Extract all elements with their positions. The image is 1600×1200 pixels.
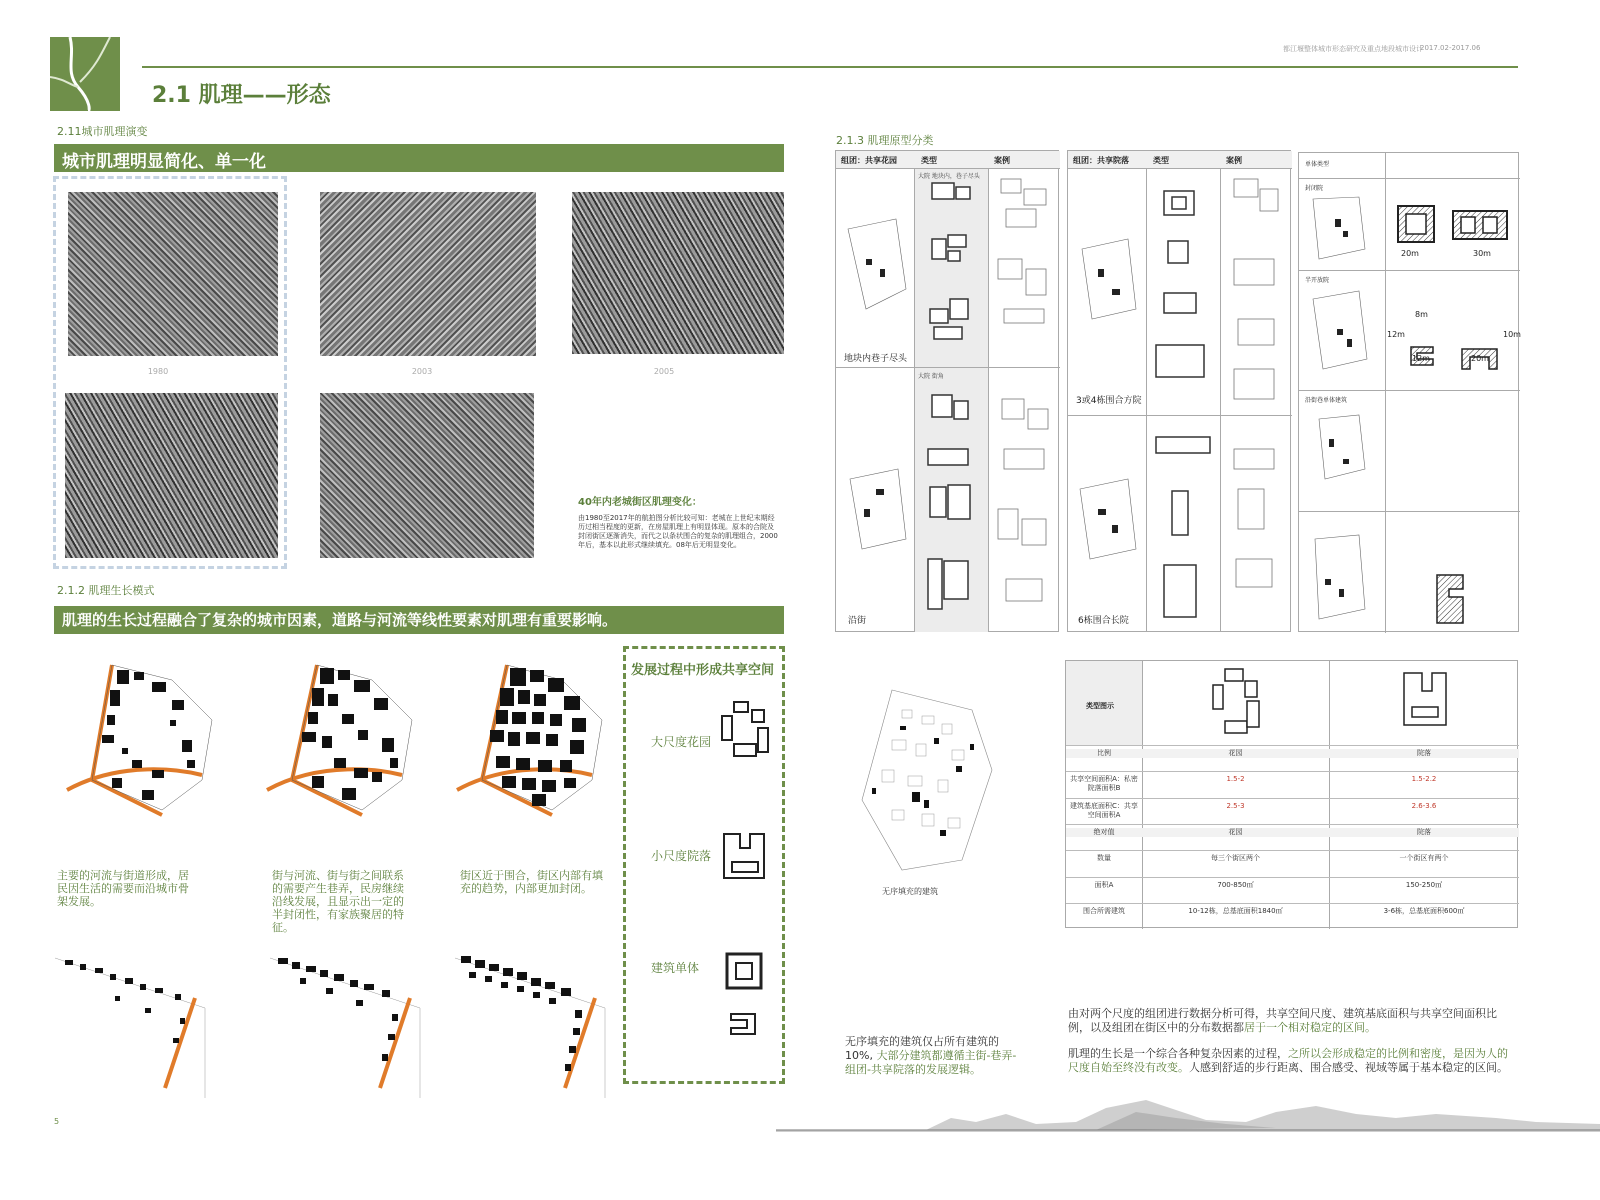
section-label-213: 2.1.3 肌理原型分类 xyxy=(836,134,934,147)
section-bar-211: 城市肌理明显简化、单一化 xyxy=(54,144,784,172)
comparison-cell-garden: 1.5-2 xyxy=(1226,775,1245,784)
prototype-table-garden xyxy=(835,150,1059,632)
table-c-row-closed: 封闭院 xyxy=(1305,185,1324,192)
year-label-2005: 2005 xyxy=(653,367,675,376)
comparison-courtyard-diagram xyxy=(1402,671,1448,727)
table-b-header-group: 组团：共享院落 xyxy=(1073,156,1129,165)
large-garden-diagram xyxy=(720,700,772,760)
table-c-row-semi-open: 半开放院 xyxy=(1305,277,1330,284)
comparison-row-divider xyxy=(1066,745,1519,746)
comparison-row-label: 绝对值 xyxy=(1066,828,1142,837)
shared-item-large-garden: 大尺度花园 xyxy=(651,735,712,749)
table-a-row-label-1: 地块内巷子尽头 xyxy=(844,354,908,364)
aerial-photo-1980 xyxy=(68,192,278,356)
table-a-header-group: 组团：共享花园 xyxy=(841,156,897,165)
comparison-cell-garden: 每三个街区两个 xyxy=(1211,854,1260,863)
comparison-garden-diagram xyxy=(1211,667,1261,737)
change-note-title: 40年内老城街区肌理变化： xyxy=(578,497,702,508)
left-stat-text-a: 无序填充的建筑仅占所有建筑的10%, xyxy=(845,1035,999,1062)
comparison-cell-courtyard: 院落 xyxy=(1329,749,1519,758)
scattered-buildings-map xyxy=(852,680,1002,880)
table-a-row-label-2: 沿街 xyxy=(848,616,867,626)
left-stat-text xyxy=(845,1035,1025,1077)
comparison-type-label: 类型图示 xyxy=(1086,702,1114,710)
comparison-row-divider xyxy=(1066,877,1519,878)
dim-label-20m-a: 20m xyxy=(1401,249,1419,258)
comparison-cell-courtyard: 1.5-2.2 xyxy=(1411,775,1437,784)
table-c-diagrams xyxy=(1299,179,1520,633)
comparison-row-label: 数量 xyxy=(1097,854,1111,863)
analysis-paragraph-2 xyxy=(1068,1047,1513,1075)
project-title: 都江堰整体城市形态研究及重点地段城市设计 xyxy=(1283,45,1423,53)
table-b-header-type: 类型 xyxy=(1153,156,1169,165)
page-title: 2.1 肌理——形态 xyxy=(152,83,331,108)
shared-space-title: 发展过程中形成共享空间 xyxy=(631,663,775,678)
aerial-photo-4 xyxy=(65,393,278,558)
table-a-diagrams xyxy=(836,169,1060,633)
comparison-row-label: 面积A xyxy=(1094,880,1114,889)
aerial-photo-5 xyxy=(320,393,534,558)
growth-map-stage-3 xyxy=(452,660,622,830)
analysis-paragraph-1-a: 由对两个尺度的组团进行数据分析可得，共享空间尺度、建筑基底面积与共享空间面积比例，以及组团在街区中的分布数据都 xyxy=(1068,1007,1497,1034)
table-b-row-label-2: 6栋围合长院 xyxy=(1078,616,1129,626)
comparison-row-label: 建筑基底面积C：共享空间面积A xyxy=(1070,801,1138,819)
page-number: 5 xyxy=(54,1117,60,1126)
comparison-row-divider xyxy=(1066,771,1519,772)
left-stat-text-b: 大部分建筑都遵循主街-巷弄-组团-共享院落的发展逻辑。 xyxy=(845,1049,1017,1076)
comparison-row-label: 共享空间面积A：私密院落面积B xyxy=(1070,775,1138,793)
analysis-paragraph-2-c: 人感到舒适的步行距离、围合感受、视域等属于基本稳定的区间。 xyxy=(1189,1061,1508,1074)
table-c-row-street: 沿街巷单体建筑 xyxy=(1305,397,1348,404)
table-b-row-label-1: 3或4栋围合方院 xyxy=(1076,396,1142,406)
aerial-photo-2003 xyxy=(320,192,536,356)
dim-label-12m-side: 12m xyxy=(1387,330,1405,339)
comparison-cell-garden: 10-12栋，总基底面积1840㎡ xyxy=(1188,906,1283,915)
shared-item-small-courtyard: 小尺度院落 xyxy=(651,849,712,863)
table-a-header-case: 案例 xyxy=(994,156,1010,165)
street-strip-stage-2 xyxy=(270,948,430,1098)
dim-label-10m: 10m xyxy=(1503,330,1521,339)
river-logo-icon xyxy=(50,37,120,111)
comparison-cell-garden: 2.5-3 xyxy=(1226,801,1245,810)
analysis-paragraph-2-b: 之所以会形成稳定的比例和密度，是因为人的尺度自始至终没有改变。 xyxy=(1068,1047,1508,1074)
table-a-header-type: 类型 xyxy=(921,156,937,165)
table-c-header: 单体类型 xyxy=(1305,161,1330,168)
growth-caption-1: 主要的河流与街道形成，居民因生活的需要而沿城市骨架发展。 xyxy=(57,869,189,908)
table-b-diagrams xyxy=(1068,169,1292,633)
prototype-table-courtyard xyxy=(1067,150,1291,632)
comparison-cell-courtyard: 院落 xyxy=(1329,828,1519,837)
comparison-cell-garden: 花园 xyxy=(1142,749,1329,758)
small-courtyard-diagram xyxy=(722,832,768,882)
project-date: 2017.02-2017.06 xyxy=(1420,44,1481,52)
header-rule xyxy=(142,66,1518,68)
mountain-skyline xyxy=(776,1092,1600,1132)
comparison-row-divider xyxy=(1066,824,1519,825)
table-a-type-note-1: 大院 地块内，巷子尽头 xyxy=(918,173,980,180)
comparison-table xyxy=(1065,660,1518,928)
analysis-paragraph-2-a: 肌理的生长是一个综合各种复杂因素的过程， xyxy=(1068,1047,1288,1060)
dim-label-20m-b: 20m xyxy=(1471,354,1489,363)
dim-label-12m: 12m xyxy=(1412,354,1430,363)
comparison-cell-courtyard: 一个街区有两个 xyxy=(1399,854,1449,863)
section-label-212: 2.1.2 肌理生长模式 xyxy=(57,584,155,597)
map-caption: 无序填充的建筑 xyxy=(882,887,938,896)
analysis-paragraph-1 xyxy=(1068,1007,1513,1035)
analysis-paragraph-1-b: 居于一个相对稳定的区间。 xyxy=(1244,1021,1376,1034)
table-b-header-case: 案例 xyxy=(1226,156,1242,165)
street-strip-stage-3 xyxy=(455,948,615,1098)
street-strip-stage-1 xyxy=(55,948,215,1098)
comparison-row-label: 围合所需建筑 xyxy=(1083,906,1125,915)
prototype-table-single xyxy=(1298,152,1519,632)
table-a-type-note-2: 大院 街角 xyxy=(918,373,944,380)
comparison-row-divider xyxy=(1066,798,1519,799)
comparison-cell-garden: 花园 xyxy=(1142,828,1329,837)
growth-caption-2: 街与河流、街与街之间联系的需要产生巷弄，民房继续沿线发展，且显示出一定的半封闭性，有家族聚居的特征。 xyxy=(272,869,404,934)
comparison-row-divider xyxy=(1066,903,1519,904)
single-building-diagram xyxy=(725,952,765,1042)
comparison-cell-courtyard: 150-250㎡ xyxy=(1405,880,1443,889)
growth-map-stage-1 xyxy=(62,660,232,830)
comparison-cell-garden: 700-850㎡ xyxy=(1217,880,1254,889)
year-label-1980: 1980 xyxy=(147,367,169,376)
growth-caption-3: 街区近于围合，街区内部有填充的趋势，内部更加封闭。 xyxy=(460,869,603,895)
section-label-211: 2.11城市肌理演变 xyxy=(57,125,148,138)
growth-map-stage-2 xyxy=(262,660,432,830)
shared-item-single-building: 建筑单体 xyxy=(651,961,700,975)
comparison-cell-courtyard: 2.6-3.6 xyxy=(1411,801,1437,810)
dim-label-8m: 8m xyxy=(1415,310,1428,319)
logo xyxy=(50,37,120,111)
comparison-row-divider xyxy=(1066,850,1519,851)
change-note-body: 由1980至2017年的航拍图分析比较可知：老城在上世纪末期经历过相当程度的更新，在房屋肌理上有明显体现。原本的合院及封闭街区逐渐消失，而代之以条状围合的复杂的肌理组合，2000年后，基本以此形式继续填充。08年后无明显变化。 xyxy=(578,514,778,549)
year-label-2003: 2003 xyxy=(411,367,433,376)
aerial-photo-2005 xyxy=(572,192,784,354)
section-bar-212: 肌理的生长过程融合了复杂的城市因素，道路与河流等线性要素对肌理有重要影响。 xyxy=(54,606,784,634)
comparison-cell-courtyard: 3-6栋，总基底面积600㎡ xyxy=(1383,906,1465,915)
dim-label-30m: 30m xyxy=(1473,249,1491,258)
comparison-row-label: 比例 xyxy=(1066,749,1142,758)
